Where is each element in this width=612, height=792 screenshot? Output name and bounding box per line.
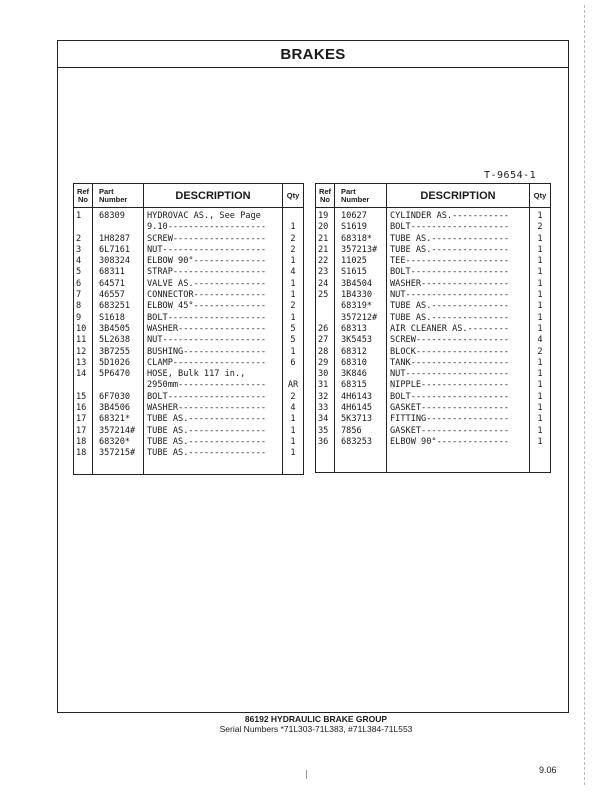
part-number-cell: 4H6145 — [335, 403, 387, 414]
ref-no-cell: 17 — [74, 414, 93, 425]
part-number-cell: 5K3713 — [335, 414, 387, 425]
description-cell: TUBE AS.--------------- — [387, 245, 530, 256]
description-cell: NUT-------------------- — [144, 245, 283, 256]
table-row — [316, 234, 551, 245]
part-number-cell: 3B4506 — [93, 403, 144, 414]
table-row — [74, 437, 304, 448]
part-number-cell: 3B7255 — [93, 347, 144, 358]
description-cell: BOLT------------------- — [387, 267, 530, 278]
qty-cell — [283, 208, 304, 223]
ref-no-cell: 28 — [316, 347, 335, 358]
table-row — [316, 392, 551, 403]
table-row — [74, 208, 304, 223]
part-number-cell: 357212# — [335, 313, 387, 324]
part-number-cell: 6L7161 — [93, 245, 144, 256]
table-row — [316, 256, 551, 267]
table-row — [316, 358, 551, 369]
qty-cell: 1 — [530, 392, 551, 403]
part-number-cell: 68318* — [335, 234, 387, 245]
table-row — [316, 426, 551, 437]
ref-no-cell: 15 — [74, 392, 93, 403]
header-ref-no: Ref No — [316, 184, 335, 208]
part-number-cell: 357215# — [93, 448, 144, 459]
description-cell: HOSE, Bulk 117 in., — [144, 369, 283, 380]
part-number-cell: 7856 — [335, 426, 387, 437]
description-cell: WASHER----------------- — [144, 324, 283, 335]
part-number-cell: 1B4330 — [335, 290, 387, 301]
table-row — [74, 403, 304, 414]
ref-no-cell: 20 — [316, 222, 335, 233]
description-cell: AIR CLEANER AS.-------- — [387, 324, 530, 335]
qty-cell: 1 — [530, 208, 551, 223]
ref-no-cell — [316, 313, 335, 324]
ref-no-cell: 22 — [316, 256, 335, 267]
qty-cell: 1 — [530, 245, 551, 256]
qty-cell: 1 — [530, 380, 551, 391]
description-cell: CYLINDER AS.----------- — [387, 208, 530, 223]
qty-cell: 1 — [283, 414, 304, 425]
qty-cell: 1 — [283, 437, 304, 448]
footer-group-title: 86192 HYDRAULIC BRAKE GROUP — [244, 714, 388, 724]
qty-cell: 1 — [283, 279, 304, 290]
description-cell: SCREW------------------ — [144, 234, 283, 245]
ref-no-cell: 13 — [74, 358, 93, 369]
table-row — [74, 335, 304, 346]
table-row — [74, 369, 304, 380]
header-part-number: Part Number — [335, 184, 387, 208]
part-number-cell: 5L2638 — [93, 335, 144, 346]
table-row — [316, 208, 551, 223]
ref-no-cell: 10 — [74, 324, 93, 335]
part-number-cell: 3K5453 — [335, 335, 387, 346]
part-number-cell: 308324 — [93, 256, 144, 267]
figure-reference: T-9654-1 — [484, 170, 537, 181]
description-cell: TUBE AS.--------------- — [144, 426, 283, 437]
qty-cell: 1 — [530, 301, 551, 312]
part-number-cell: 3K846 — [335, 369, 387, 380]
qty-cell: 1 — [283, 426, 304, 437]
ref-no-cell: 25 — [316, 290, 335, 301]
part-number-cell: 68315 — [335, 380, 387, 391]
description-cell: NUT-------------------- — [144, 335, 283, 346]
table-row — [74, 448, 304, 459]
qty-cell: 5 — [283, 324, 304, 335]
header-description: DESCRIPTION — [144, 184, 283, 208]
ref-no-cell: 27 — [316, 335, 335, 346]
qty-cell: 1 — [530, 403, 551, 414]
description-cell: FITTING---------------- — [387, 414, 530, 425]
qty-cell: 1 — [530, 437, 551, 448]
ref-no-cell: 17 — [74, 426, 93, 437]
part-number-cell: 68312 — [335, 347, 387, 358]
table-row — [74, 290, 304, 301]
part-number-cell: 357214# — [93, 426, 144, 437]
qty-cell: 1 — [283, 313, 304, 324]
part-number-cell: 68311 — [93, 267, 144, 278]
description-cell: CLAMP------------------ — [144, 358, 283, 369]
qty-cell — [283, 369, 304, 380]
table-row — [74, 414, 304, 425]
header-qty: Qty — [283, 184, 304, 208]
part-number-cell: 46557 — [93, 290, 144, 301]
ref-no-cell: 8 — [74, 301, 93, 312]
ref-no-cell: 9 — [74, 313, 93, 324]
qty-cell: 1 — [530, 358, 551, 369]
parts-list-right — [316, 208, 551, 473]
table-row — [74, 301, 304, 312]
description-cell: BLOCK------------------ — [387, 347, 530, 358]
ref-no-cell: 2 — [74, 234, 93, 245]
description-cell: GASKET----------------- — [387, 403, 530, 414]
ref-no-cell — [74, 222, 93, 233]
table-row — [74, 324, 304, 335]
ref-no-cell: 24 — [316, 279, 335, 290]
description-cell: BOLT------------------- — [144, 392, 283, 403]
description-cell: 9.10------------------- — [144, 222, 283, 233]
description-cell: TUBE AS.--------------- — [144, 437, 283, 448]
part-number-cell: 6F7030 — [93, 392, 144, 403]
qty-cell: 4 — [283, 403, 304, 414]
table-row — [74, 245, 304, 256]
description-cell: CONNECTOR-------------- — [144, 290, 283, 301]
description-cell: TUBE AS.--------------- — [144, 448, 283, 459]
table-row — [74, 358, 304, 369]
ref-no-cell: 12 — [74, 347, 93, 358]
table-header-row — [74, 184, 304, 208]
ref-no-cell: 19 — [316, 208, 335, 223]
qty-cell: 2 — [283, 392, 304, 403]
part-number-cell: 64571 — [93, 279, 144, 290]
table-row — [74, 380, 304, 391]
header-qty: Qty — [530, 184, 551, 208]
description-cell: BOLT------------------- — [387, 222, 530, 233]
header-part-number: Part Number — [93, 184, 144, 208]
part-number-cell: S1615 — [335, 267, 387, 278]
ref-no-cell: 36 — [316, 437, 335, 448]
qty-cell: 1 — [530, 426, 551, 437]
parts-table-left — [73, 183, 304, 475]
table-header-row — [316, 184, 551, 208]
table-row — [74, 426, 304, 437]
ref-no-cell: 34 — [316, 414, 335, 425]
description-cell: ELBOW 90°-------------- — [387, 437, 530, 448]
table-row — [316, 369, 551, 380]
table-row — [74, 256, 304, 267]
qty-cell: 1 — [283, 448, 304, 459]
table-row — [316, 313, 551, 324]
part-number-cell — [93, 222, 144, 233]
table-row — [316, 324, 551, 335]
part-number-cell: 68320* — [93, 437, 144, 448]
description-cell: GASKET----------------- — [387, 426, 530, 437]
description-cell: BUSHING---------------- — [144, 347, 283, 358]
ref-no-cell: 21 — [316, 245, 335, 256]
ref-no-cell — [316, 301, 335, 312]
ref-no-cell — [74, 380, 93, 391]
description-cell: VALVE AS.-------------- — [144, 279, 283, 290]
part-number-cell: 683251 — [93, 301, 144, 312]
description-cell: WASHER----------------- — [387, 279, 530, 290]
part-number-cell: 68310 — [335, 358, 387, 369]
table-row — [316, 347, 551, 358]
table-row — [316, 267, 551, 278]
description-cell: TUBE AS.--------------- — [144, 414, 283, 425]
ref-no-cell: 33 — [316, 403, 335, 414]
description-cell: STRAP------------------ — [144, 267, 283, 278]
part-number-cell: 68309 — [93, 208, 144, 223]
table-filler-row — [74, 460, 304, 475]
table-row — [74, 392, 304, 403]
footer-serial-numbers: Serial Numbers *71L303-71L383, #71L384-71L553 — [219, 724, 413, 734]
qty-cell: 1 — [530, 313, 551, 324]
table-row — [74, 267, 304, 278]
ref-no-cell: 5 — [74, 267, 93, 278]
ref-no-cell: 6 — [74, 279, 93, 290]
qty-cell: 4 — [283, 267, 304, 278]
ref-no-cell: 14 — [74, 369, 93, 380]
qty-cell: 1 — [283, 290, 304, 301]
ref-no-cell: 35 — [316, 426, 335, 437]
part-number-cell: S1619 — [335, 222, 387, 233]
parts-list-left — [74, 208, 304, 475]
ref-no-cell: 21 — [316, 234, 335, 245]
description-cell: TUBE AS.--------------- — [387, 313, 530, 324]
table-row — [316, 290, 551, 301]
ref-no-cell: 26 — [316, 324, 335, 335]
description-cell: ELBOW 90°-------------- — [144, 256, 283, 267]
ref-no-cell: 18 — [74, 437, 93, 448]
crease-mark — [306, 770, 307, 779]
qty-cell: 1 — [530, 369, 551, 380]
table-row — [316, 380, 551, 391]
table-row — [74, 313, 304, 324]
table-row — [316, 437, 551, 448]
table-row — [316, 403, 551, 414]
ref-no-cell: 3 — [74, 245, 93, 256]
description-cell: TUBE AS.--------------- — [387, 301, 530, 312]
table-filler-row — [316, 448, 551, 472]
qty-cell: 1 — [530, 279, 551, 290]
header-description: DESCRIPTION — [387, 184, 530, 208]
qty-cell: 1 — [283, 347, 304, 358]
part-number-cell: 5D1026 — [93, 358, 144, 369]
ref-no-cell: 1 — [74, 208, 93, 223]
ref-no-cell: 11 — [74, 335, 93, 346]
header-ref-no: Ref No — [74, 184, 93, 208]
qty-cell: 2 — [530, 347, 551, 358]
description-cell: NUT-------------------- — [387, 290, 530, 301]
part-number-cell: S1618 — [93, 313, 144, 324]
description-cell: BOLT------------------- — [144, 313, 283, 324]
qty-cell: 4 — [530, 335, 551, 346]
description-cell: HYDROVAC AS., See Page — [144, 208, 283, 223]
binding-edge-line — [584, 5, 585, 785]
part-number-cell: 5P6470 — [93, 369, 144, 380]
table-row — [74, 234, 304, 245]
ref-no-cell: 29 — [316, 358, 335, 369]
ref-no-cell: 31 — [316, 380, 335, 391]
page-number: 9.06 — [539, 765, 557, 775]
table-row — [74, 347, 304, 358]
qty-cell: 5 — [283, 335, 304, 346]
qty-cell: 6 — [283, 358, 304, 369]
description-cell: TEE-------------------- — [387, 256, 530, 267]
qty-cell: 1 — [530, 324, 551, 335]
table-row — [316, 245, 551, 256]
description-cell: BOLT------------------- — [387, 392, 530, 403]
qty-cell: 2 — [283, 301, 304, 312]
part-number-cell: 68313 — [335, 324, 387, 335]
qty-cell: 1 — [283, 222, 304, 233]
ref-no-cell: 4 — [74, 256, 93, 267]
table-row — [316, 335, 551, 346]
page-title: BRAKES — [280, 45, 346, 63]
qty-cell: 1 — [530, 414, 551, 425]
part-number-cell: 1H8287 — [93, 234, 144, 245]
qty-cell: 2 — [530, 222, 551, 233]
qty-cell: 1 — [530, 267, 551, 278]
table-row — [316, 279, 551, 290]
part-number-cell: 11025 — [335, 256, 387, 267]
part-number-cell: 68319* — [335, 301, 387, 312]
part-number-cell — [93, 380, 144, 391]
qty-cell: 1 — [530, 290, 551, 301]
table-row — [316, 222, 551, 233]
ref-no-cell: 32 — [316, 392, 335, 403]
ref-no-cell: 7 — [74, 290, 93, 301]
part-number-cell: 3B4504 — [335, 279, 387, 290]
part-number-cell: 683253 — [335, 437, 387, 448]
qty-cell: AR — [283, 380, 304, 391]
part-number-cell: 357213# — [335, 245, 387, 256]
description-cell: WASHER----------------- — [144, 403, 283, 414]
table-row — [316, 414, 551, 425]
table-row — [316, 301, 551, 312]
description-cell: NIPPLE----------------- — [387, 380, 530, 391]
table-row — [74, 279, 304, 290]
qty-cell: 1 — [530, 234, 551, 245]
part-number-cell: 3B4505 — [93, 324, 144, 335]
part-number-cell: 4H6143 — [335, 392, 387, 403]
qty-cell: 2 — [283, 234, 304, 245]
ref-no-cell: 23 — [316, 267, 335, 278]
part-number-cell: 68321* — [93, 414, 144, 425]
description-cell: ELBOW 45°-------------- — [144, 301, 283, 312]
ref-no-cell: 16 — [74, 403, 93, 414]
ref-no-cell: 18 — [74, 448, 93, 459]
description-cell: 2950mm----------------- — [144, 380, 283, 391]
table-row — [74, 222, 304, 233]
description-cell: SCREW------------------ — [387, 335, 530, 346]
description-cell: TANK------------------- — [387, 358, 530, 369]
ref-no-cell: 30 — [316, 369, 335, 380]
qty-cell: 1 — [283, 256, 304, 267]
qty-cell: 2 — [283, 245, 304, 256]
description-cell: TUBE AS.--------------- — [387, 234, 530, 245]
title-band — [58, 41, 568, 68]
part-number-cell: 10627 — [335, 208, 387, 223]
qty-cell: 1 — [530, 256, 551, 267]
description-cell: NUT-------------------- — [387, 369, 530, 380]
parts-table-right — [315, 183, 551, 473]
